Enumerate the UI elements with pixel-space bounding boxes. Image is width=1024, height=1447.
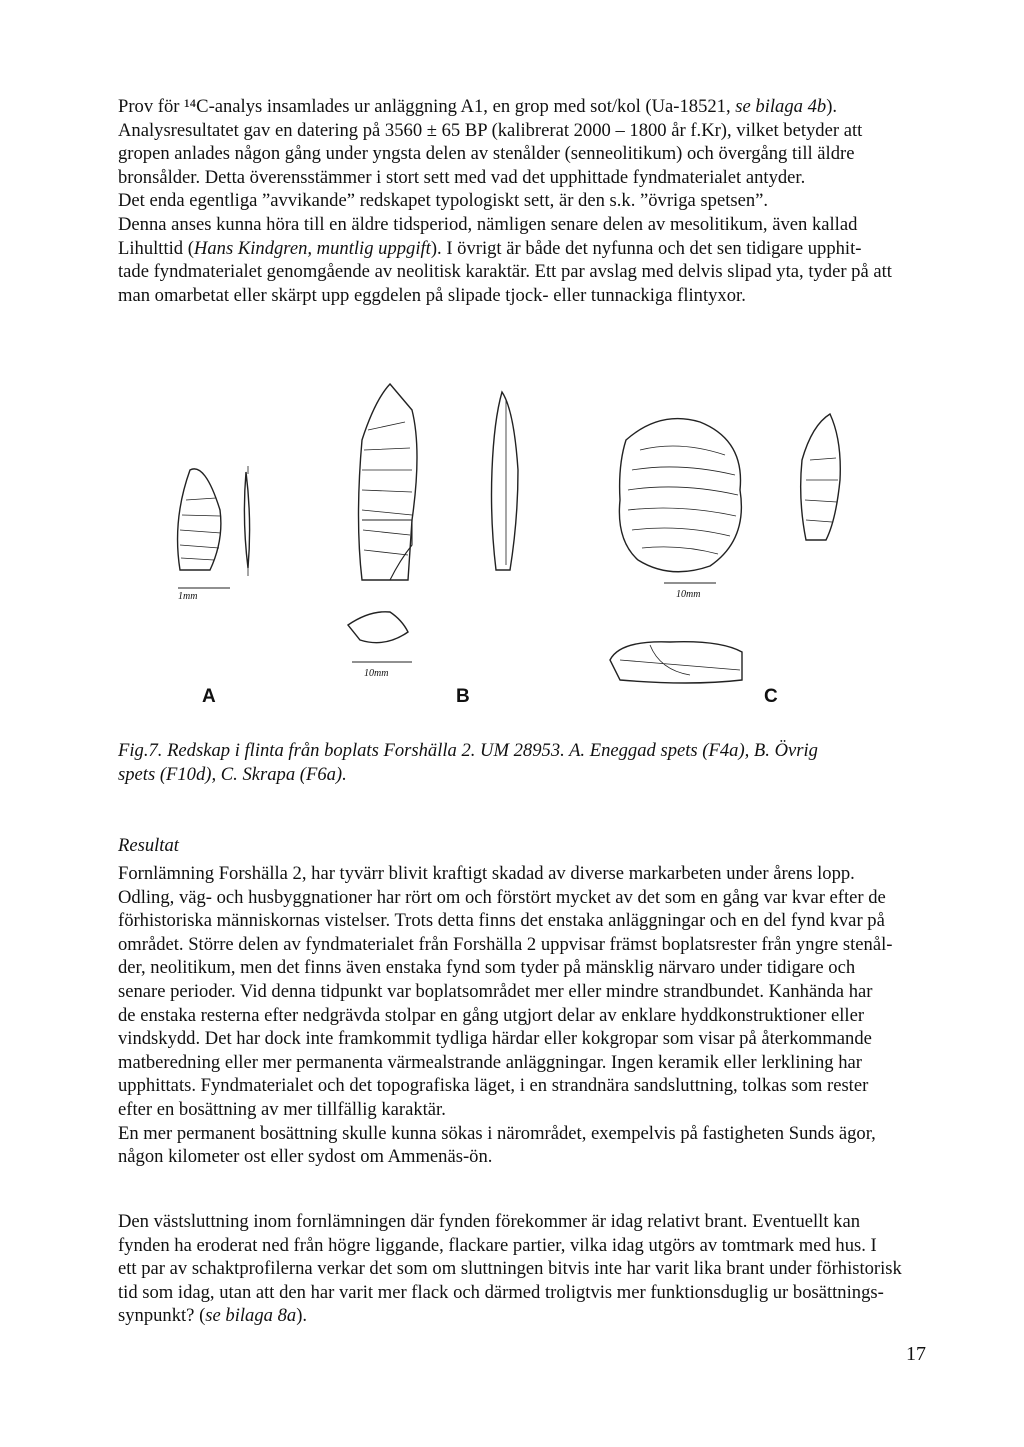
caption-line: Fig.7. Redskap i flinta från boplats Forshälla 2. UM 28953. A. Eneggad spets (F4a), B. Övrig: [118, 740, 818, 761]
text-line: området. Större delen av fyndmaterialet från Forshälla 2 uppvisar främst boplatsrester från yngre stenål-: [118, 933, 893, 955]
slope-paragraph: [118, 1210, 938, 1328]
text-segment: ).: [826, 96, 838, 117]
appendix-reference: se bilaga 8a: [205, 1305, 297, 1327]
artifact-figure: [150, 370, 910, 720]
text-line: Analysresultatet gav en datering på 3560 ± 65 BP (kalibrerat 2000 – 1800 år f.Kr), vilket betyder att: [118, 119, 863, 141]
results-paragraph: [118, 862, 938, 1169]
text-line: bronsålder. Detta överensstämmer i stort sett med vad det upphittade fyndmaterialet antyder.: [118, 166, 806, 188]
text-line: [118, 237, 938, 261]
flint-tools-drawing: [150, 370, 910, 720]
text-line: der, neolitikum, men det finns även enstaka fynd som tyder på mänsklig närvaro under tidigare och: [118, 957, 856, 979]
text-line: [118, 1304, 938, 1328]
figure-label-b: B: [456, 686, 470, 707]
text-line: Den västsluttning inom fornlämningen där fynden förekommer är idag relativt brant. Eventuellt kan: [118, 1211, 860, 1232]
text-line: tade fyndmaterialet genomgående av neolitisk karaktär. Ett par avslag med delvis slipad yta, tyder på att: [118, 261, 892, 283]
intro-paragraph: [118, 95, 938, 307]
text-line: Fornlämning Forshälla 2, har tyvärr blivit kraftigt skadad av diverse markarbeten under årens lopp.: [118, 863, 855, 884]
citation-reference: Hans Kindgren, muntlig uppgift: [193, 237, 431, 259]
text-line: man omarbetat eller skärpt upp eggdelen på slipade tjock- eller tunnackiga flintyxor.: [118, 284, 746, 306]
text-line: fynden ha eroderat ned från högre liggande, flackare partier, vilka idag utgörs av tomtmark med hus. I: [118, 1234, 877, 1256]
appendix-reference: se bilaga 4b: [735, 96, 827, 117]
text-line: tid som idag, utan att den har varit mer flack och därmed troligtvis mer funktionsduglig ur bosättnings-: [118, 1281, 884, 1303]
text-line: gropen anlades någon gång under yngsta delen av stenålder (senneolitikum) och övergång till äldre: [118, 143, 855, 165]
figure-caption: [118, 739, 818, 787]
figure-label-a: A: [202, 686, 216, 707]
text-line: de enstaka resterna efter nedgrävda stolpar en gång utgjort delar av enklare hyddkonstruktioner eller: [118, 1004, 865, 1026]
text-segment: Prov för ¹⁴C-analys insamlades ur anläggning A1, en grop med sot/kol (Ua-18521,: [118, 96, 736, 117]
text-line: någon kilometer ost eller sydost om Ammenäs-ön.: [118, 1146, 493, 1168]
caption-line: spets (F10d), C. Skrapa (F6a).: [118, 764, 347, 785]
tool-c-section: [610, 642, 742, 683]
text-line: En mer permanent bosättning skulle kunna sökas i närområdet, exempelvis på fastigheten Sunds ägor,: [118, 1122, 876, 1144]
text-segment: ). I övrigt är både det nyfunna och det sen tidigare upphit-: [430, 237, 862, 259]
text-line: upphittats. Fyndmaterialet och det topografiska läget, i en strandnära sandsluttning, tolkas som rester: [118, 1075, 869, 1097]
page-number: 17: [906, 1343, 926, 1365]
tool-a-edge: [244, 472, 249, 568]
text-segment: synpunkt? (: [118, 1305, 206, 1327]
text-line: vindskydd. Det har dock inte framkommit tydliga härdar eller kokgropar som visar på återkommande: [118, 1028, 872, 1050]
text-segment: Lihulttid (: [118, 237, 194, 259]
text-line: Odling, väg- och husbyggnationer har rört om och förstört mycket av det som en gång var kvar efter de: [118, 886, 886, 908]
text-line: ett par av schaktprofilerna verkar det som om sluttningen bitvis inte har varit lika brant under förhistorisk: [118, 1258, 902, 1280]
tool-b-section: [348, 612, 408, 643]
text-line: matberedning eller mer permanenta värmealstrande anläggningar. Ingen keramik eller lerklining har: [118, 1051, 862, 1073]
text-line: senare perioder. Vid denna tidpunkt var boplatsområdet mer eller mindre strandbundet. Kanhända har: [118, 980, 873, 1002]
scale-label-a: 1mm: [178, 591, 198, 602]
scale-label-c: 10mm: [676, 589, 701, 600]
section-heading: Resultat: [118, 835, 179, 856]
tool-b-profile: [492, 392, 519, 570]
scale-label-b: 10mm: [364, 668, 389, 679]
tool-a-face: [178, 469, 221, 570]
text-line: [118, 95, 938, 119]
figure-label-c: C: [764, 686, 778, 707]
tool-c-face: [619, 419, 741, 572]
text-line: efter en bosättning av mer tillfällig karaktär.: [118, 1098, 446, 1120]
text-line: Denna anses kunna höra till en äldre tidsperiod, nämligen senare delen av mesolitikum, även kallad: [118, 213, 858, 235]
text-line: förhistoriska människornas vistelser. Trots detta finns det enstaka anläggningar och en del fynd kvar på: [118, 910, 885, 932]
text-line: Det enda egentliga ”avvikande” redskapet typologiskt sett, är den s.k. ”övriga spetsen”.: [118, 190, 769, 212]
text-segment: ).: [296, 1305, 308, 1327]
